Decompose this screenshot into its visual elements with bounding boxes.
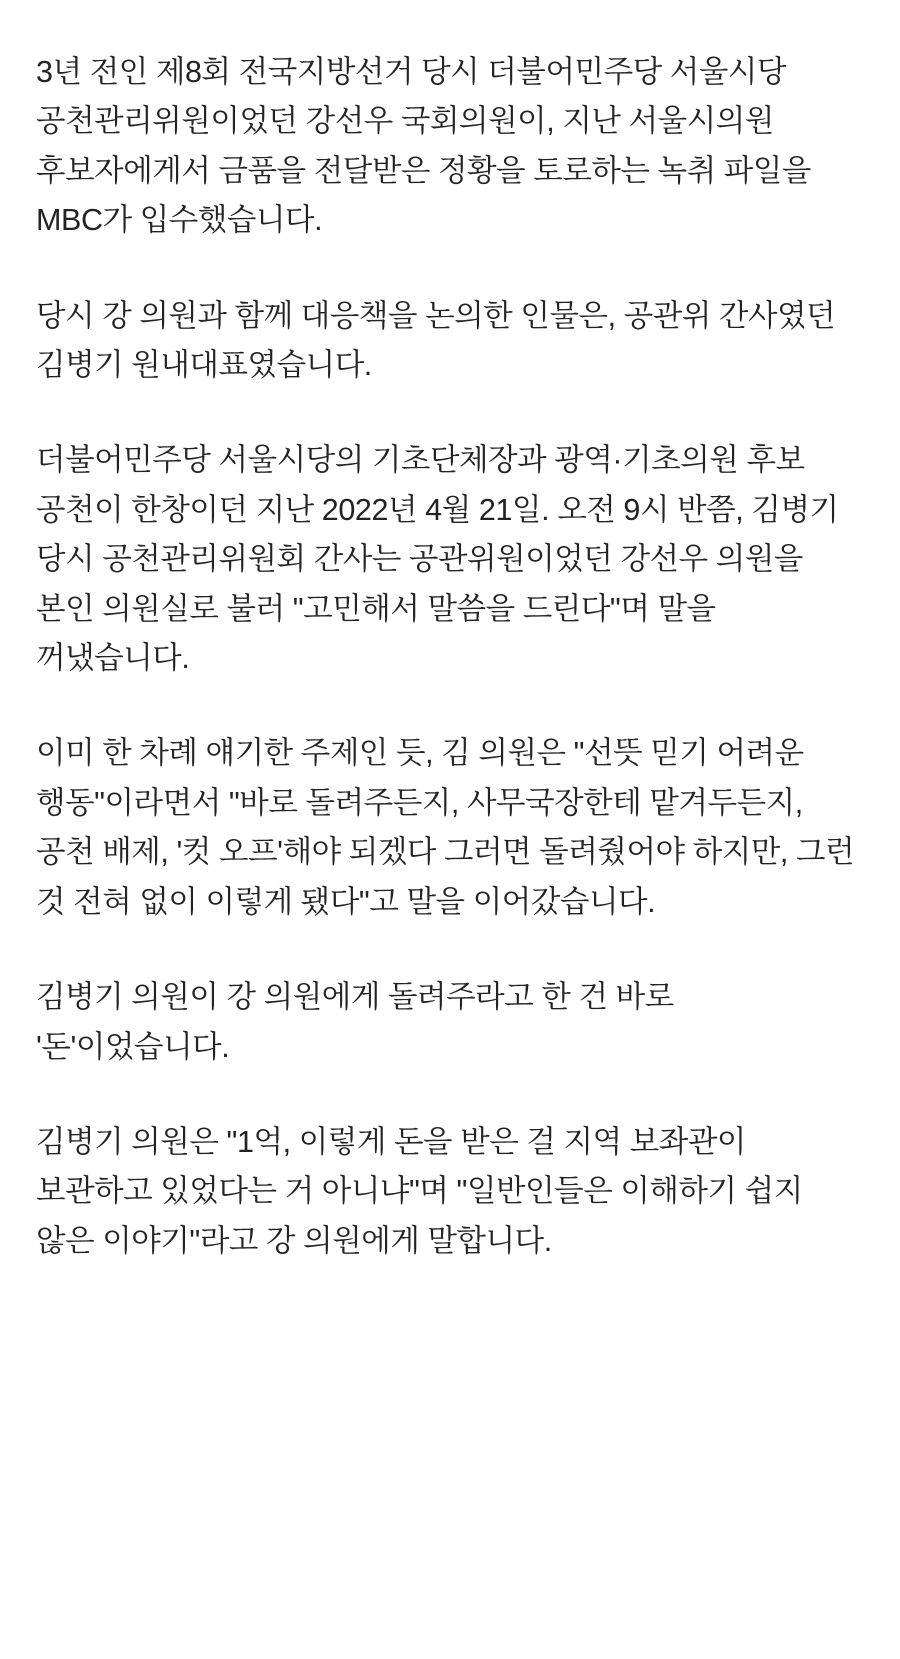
article-paragraph: 당시 강 의원과 함께 대응책을 논의한 인물은, 공관위 간사였던 김병기 원내대표였습니다. bbox=[36, 298, 836, 383]
article-paragraph: 이미 한 차례 얘기한 주제인 듯, 김 의원은 "선뜻 믿기 어려운 행동"이라면서 "바로 돌려주든지, 사무국장한테 맡겨두든지, 공천 배제, '컷 오프'해야 되겠다 그러면 돌려줬어야 하지만, 그런 것 전혀 없이 이렇게 됐다"고 말을 이어갔습니다. bbox=[36, 736, 855, 919]
article-paragraph: 3년 전인 제8회 전국지방선거 당시 더불어민주당 서울시당 공천관리위원이었던 강선우 국회의원이, 지난 서울시의원 후보자에게서 금품을 전달받은 정황을 토로하는 녹취 파일을 MBC가 입수했습니다. bbox=[36, 55, 812, 238]
article-paragraph: 김병기 의원이 강 의원에게 돌려주라고 한 건 바로 '돈'이었습니다. bbox=[36, 980, 674, 1064]
article-paragraph: 김병기 의원은 "1억, 이렇게 돈을 받은 걸 지역 보좌관이 보관하고 있었다는 거 아니냐"며 "일반인들은 이해하기 쉽지 않은 이야기"라고 강 의원에게 말합니다. bbox=[36, 1124, 803, 1258]
article-paragraph: 더불어민주당 서울시당의 기초단체장과 광역·기초의원 후보 공천이 한창이던 지난 2022년 4월 21일. 오전 9시 반쯤, 김병기 당시 공천관리위원회 간사는 공관위원이었던 강선우 의원을 본인 의원실로 불러 "고민해서 말씀을 드린다"며 말을 꺼냈습니다. bbox=[36, 443, 839, 676]
